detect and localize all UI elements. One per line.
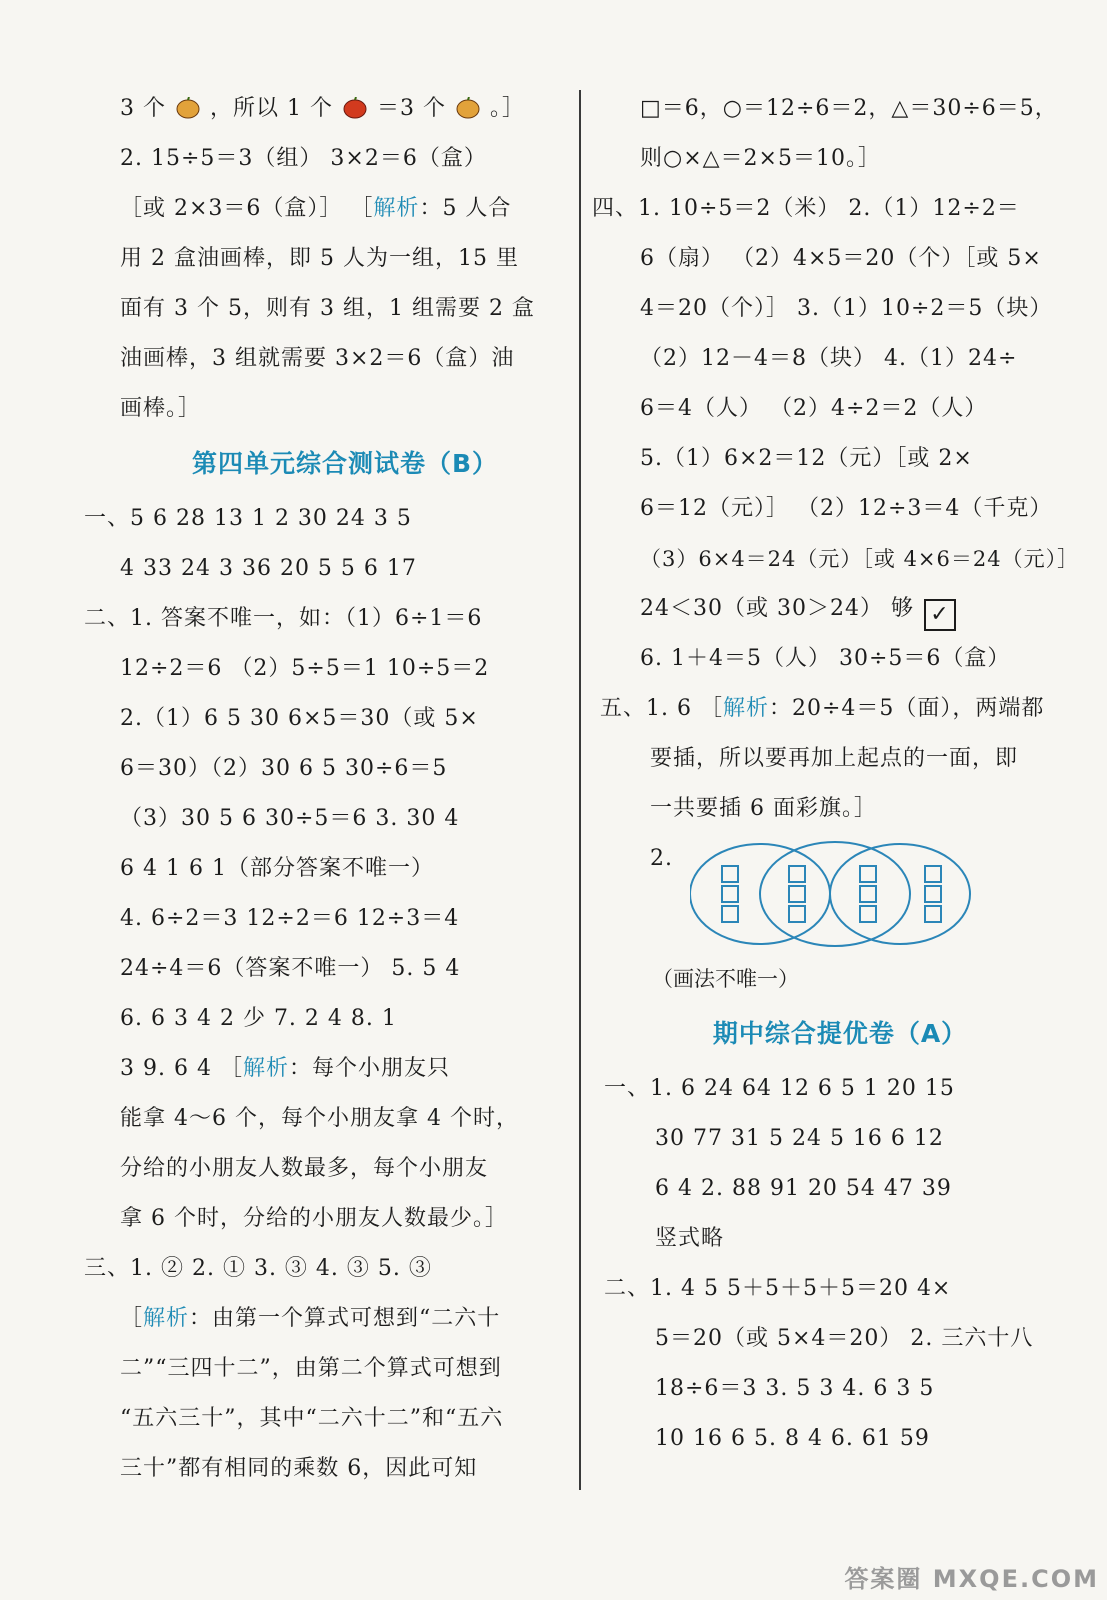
answer-line: 三、1. ② 2. ① 3. ③ 4. ③ 5. ③ bbox=[84, 1256, 432, 1281]
venn-circle-right bbox=[830, 844, 970, 944]
watermark-logo: 答案圈 MXQE.COM bbox=[844, 1565, 1099, 1593]
text: ：由第一个算式可想到“二六十 bbox=[189, 1306, 501, 1331]
text: 3 个 bbox=[120, 96, 166, 121]
analysis-label: 解析 bbox=[373, 196, 420, 221]
answer-line: 二”“三四十二”，由第二个算式可想到 bbox=[120, 1356, 502, 1381]
left-column bbox=[84, 84, 570, 1494]
right-column bbox=[592, 84, 1080, 1464]
answer-line: 一共要插 6 面彩旗。］ bbox=[650, 796, 877, 821]
answer-line: 拿 6 个时，分给的小朋友人数最少。］ bbox=[120, 1206, 508, 1231]
apple-icon bbox=[343, 97, 367, 119]
answer-line: 24÷4＝6（答案不唯一） 5. 5 4 bbox=[120, 956, 461, 981]
text: 24＜30（或 30＞24） 够 bbox=[640, 596, 914, 621]
text: ：5 人合 bbox=[419, 196, 512, 221]
answer-line: 4 33 24 3 36 20 5 5 6 17 bbox=[120, 556, 417, 581]
venn-diagram bbox=[690, 834, 980, 954]
answer-line: 4. 6÷2＝3 12÷2＝6 12÷3＝4 bbox=[120, 906, 460, 931]
answer-line: 用 2 盒油画棒，即 5 人为一组，15 里 bbox=[120, 246, 519, 271]
text: ：20÷4＝5（面），两端都 bbox=[769, 696, 1045, 721]
answer-line: □＝6，○＝12÷6＝2，△＝30÷6＝5， bbox=[640, 96, 1058, 121]
answer-line: 6＝4（人） （2）4÷2＝2（人） bbox=[640, 396, 988, 421]
analysis-label: 解析 bbox=[143, 1306, 190, 1331]
answer-line: 二、1. 答案不唯一，如：（1）6÷1＝6 bbox=[84, 606, 483, 631]
answer-line: 6 4 1 6 1（部分答案不唯一） bbox=[120, 856, 434, 881]
answer-line: 6＝30）（2）30 6 5 30÷6＝5 bbox=[120, 756, 448, 781]
answer-line: 5＝20（或 5×4＝20） 2. 三六十八 bbox=[655, 1326, 1034, 1351]
answer-line: 一、1. 6 24 64 12 6 5 1 20 15 bbox=[604, 1076, 955, 1101]
check-box: ✓ bbox=[924, 599, 956, 631]
answer-line bbox=[120, 1044, 570, 1094]
text: ，所以 1 个 bbox=[210, 96, 333, 121]
answer-line: 要插，所以要再加上起点的一面，即 bbox=[650, 746, 1019, 771]
column-divider bbox=[579, 90, 581, 1490]
answer-line bbox=[600, 584, 1080, 634]
answer-line: 一、5 6 28 13 1 2 30 24 3 5 bbox=[84, 506, 412, 531]
answer-line: 竖式略 bbox=[655, 1226, 725, 1251]
answer-line: （2）12－4＝8（块） 4.（1）24÷ bbox=[640, 346, 1018, 371]
answer-line bbox=[600, 684, 1080, 734]
answer-number: 2. bbox=[650, 846, 673, 871]
analysis-label: 解析 bbox=[722, 696, 769, 721]
text: 3 9. 6 4 ［ bbox=[120, 1056, 243, 1081]
answer-line: 6＝12（元）］ （2）12÷3＝4（千克） bbox=[640, 496, 1053, 521]
text: ：每个小朋友只 bbox=[288, 1056, 450, 1081]
answer-line: 12÷2＝6 （2）5÷5＝1 10÷5＝2 bbox=[120, 656, 490, 681]
answer-line: 油画棒，3 组就需要 3×2＝6（盒）油 bbox=[120, 346, 515, 371]
answer-line bbox=[120, 184, 570, 234]
answer-line: 2. 15÷5＝3（组） 3×2＝6（盒） bbox=[120, 146, 487, 171]
answer-line: 4＝20（个）］ 3.（1）10÷2＝5（块） bbox=[640, 296, 1053, 321]
answer-line: 5.（1）6×2＝12（元）［或 2× bbox=[640, 446, 973, 471]
text: 五、1. 6 ［ bbox=[600, 696, 723, 721]
answer-line: 分给的小朋友人数最多，每个小朋友 bbox=[120, 1156, 489, 1181]
orange-icon bbox=[456, 97, 480, 119]
answer-line: 面有 3 个 5，则有 3 组，1 组需要 2 盒 bbox=[120, 296, 535, 321]
answer-line bbox=[120, 84, 570, 134]
answer-line: 画棒。］ bbox=[120, 396, 202, 421]
answer-line: 6. 6 3 4 2 少 7. 2 4 8. 1 bbox=[120, 1006, 397, 1031]
answer-line: 6 4 2. 88 91 20 54 47 39 bbox=[655, 1176, 952, 1201]
text: ＝3 个 bbox=[376, 96, 446, 121]
section-heading: 期中综合提优卷（A） bbox=[712, 1019, 968, 1048]
answer-line: 6. 1＋4＝5（人） 30÷5＝6（盒） bbox=[640, 646, 1011, 671]
answer-line: 三十”都有相同的乘数 6，因此可知 bbox=[120, 1456, 478, 1481]
text: 。］ bbox=[489, 96, 525, 121]
answer-line bbox=[120, 1294, 570, 1344]
answer-line: 能拿 4～6 个，每个小朋友拿 4 个时， bbox=[120, 1106, 519, 1131]
section-heading: 第四单元综合测试卷（B） bbox=[191, 449, 499, 478]
answer-line: 10 16 6 5. 8 4 6. 61 59 bbox=[655, 1426, 930, 1451]
venn-answer bbox=[600, 834, 1080, 954]
answer-line: （3）30 5 6 30÷5＝6 3. 30 4 bbox=[120, 806, 460, 831]
answer-line: 2.（1）6 5 30 6×5＝30（或 5× bbox=[120, 706, 479, 731]
drawing-note: （画法不唯一） bbox=[652, 967, 799, 991]
answer-line: 6（扇） （2）4×5＝20（个）［或 5× bbox=[640, 246, 1042, 271]
answer-line: 四、1. 10÷5＝2（米） 2.（1）12÷2＝ bbox=[592, 196, 1020, 221]
answer-line: 30 77 31 5 24 5 16 6 12 bbox=[655, 1126, 944, 1151]
answer-line: 18÷6＝3 3. 5 3 4. 6 3 5 bbox=[655, 1376, 935, 1401]
square-markers bbox=[722, 866, 941, 922]
venn-circle-middle bbox=[760, 842, 910, 946]
answer-line: 则○×△＝2×5＝10。］ bbox=[640, 146, 881, 171]
orange-icon bbox=[176, 97, 200, 119]
analysis-label: 解析 bbox=[242, 1056, 289, 1081]
text: ［ bbox=[120, 1306, 144, 1331]
text: ［或 2×3＝6（盒）］ ［ bbox=[120, 196, 374, 221]
answer-line: “五六三十”，其中“二六十二”和“五六 bbox=[120, 1406, 504, 1431]
answer-line: 二、1. 4 5 5＋5＋5＋5＝20 4× bbox=[604, 1276, 952, 1301]
answer-line: （3）6×4＝24（元）［或 4×6＝24（元）］ bbox=[640, 547, 1080, 571]
